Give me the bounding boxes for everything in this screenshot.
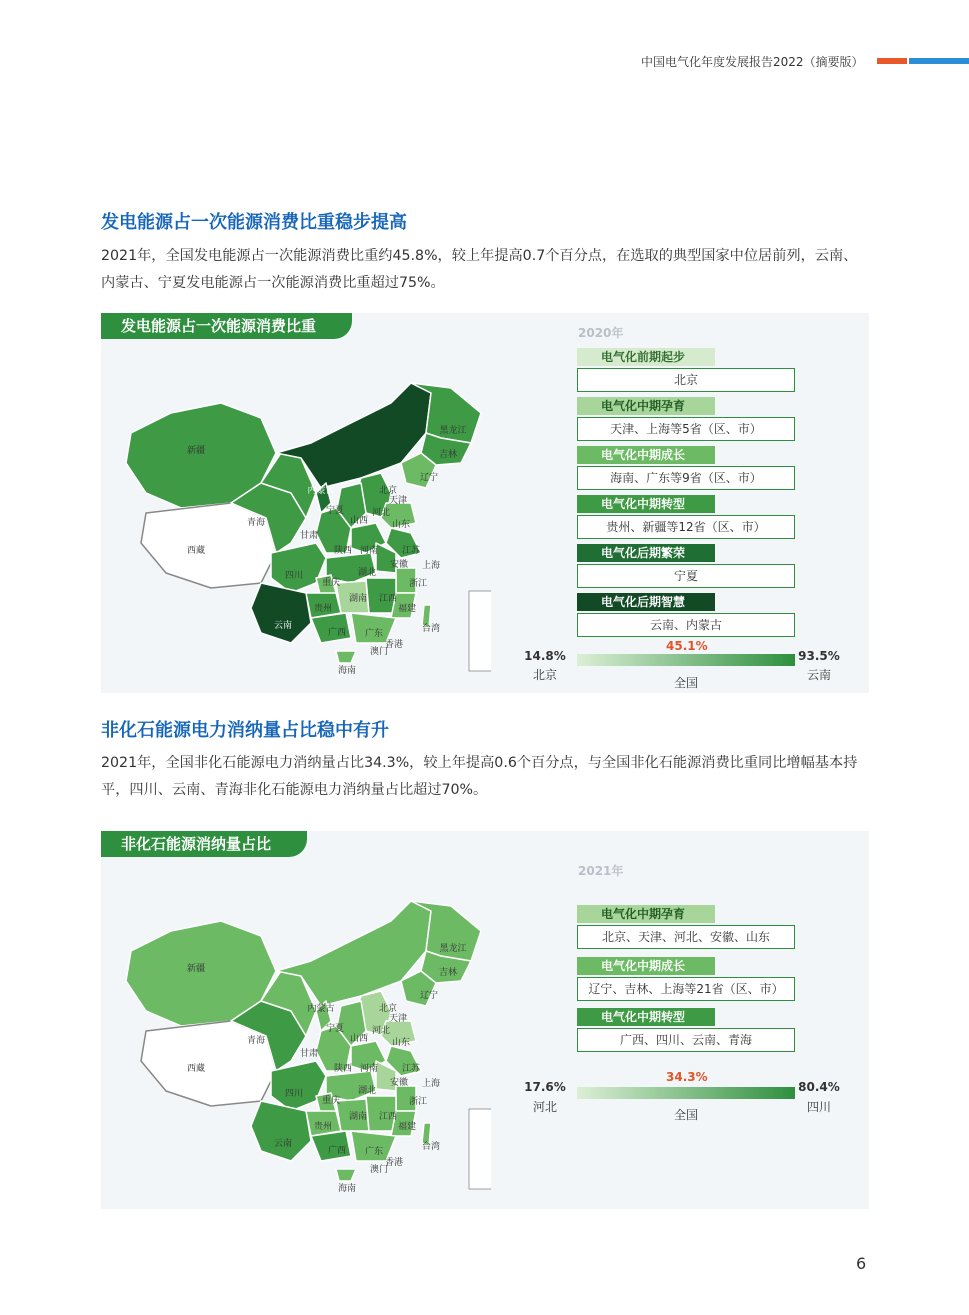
scale-max-label: 四川 (806, 1100, 831, 1114)
stage-label: 电气化中期转型 (577, 1008, 715, 1026)
panel-power-share (101, 313, 869, 693)
stage-value: 北京、天津、河北、安徽、山东 (577, 925, 795, 949)
label-jiangxi: 江西 (378, 1112, 398, 1122)
stage-value: 贵州、新疆等12省（区、市） (577, 515, 795, 539)
stage-value: 广西、四川、云南、青海 (577, 1028, 795, 1052)
scale-min-value: 14.8% (524, 649, 566, 663)
stage-label: 电气化中期孕育 (577, 905, 715, 923)
label-henan: 河南 (359, 546, 379, 556)
label-guizhou: 贵州 (313, 1122, 333, 1132)
label-tianjin: 天津 (388, 496, 408, 506)
china-map-power-share (111, 343, 491, 683)
province-yunnan (251, 1101, 311, 1161)
scale-national-label: 全国 (673, 676, 698, 690)
scale-national-label: 全国 (673, 1108, 698, 1122)
label-hainan: 海南 (337, 1184, 357, 1194)
stage-3 (577, 446, 795, 490)
national-value: 34.3% (666, 1070, 708, 1084)
label-chongqing: 重庆 (321, 578, 341, 588)
panel-year: 2020年 (578, 326, 624, 340)
label-neimenggu: 内蒙古 (307, 1004, 335, 1014)
label-xizang: 西藏 (186, 546, 206, 556)
label-guangxi: 广西 (327, 628, 347, 638)
stage-2 (577, 397, 795, 441)
page-number: 6 (856, 1254, 867, 1273)
stage-value: 海南、广东等9省（区、市） (577, 466, 795, 490)
stage-3 (577, 1008, 795, 1052)
stage-2 (577, 957, 795, 1001)
scale-max-value: 93.5% (798, 649, 840, 663)
label-jiangxi: 江西 (378, 594, 398, 604)
label-hebei: 河北 (371, 508, 391, 518)
section1-paragraph: 2021年，全国发电能源占一次能源消费比重约45.8%，较上年提高0.7个百分点，在选取的典型国家中位居前列，云南、内蒙古、宁夏发电能源占一次能源消费比重超过75%。 (101, 248, 858, 291)
stage-label: 电气化前期起步 (577, 348, 715, 366)
report-title: 中国电气化年度发展报告2022（摘要版） (641, 55, 864, 69)
stage-1 (577, 905, 795, 949)
stage-label: 电气化后期繁荣 (577, 544, 715, 562)
label-beijing: 北京 (378, 1004, 398, 1014)
label-liaoning: 辽宁 (419, 473, 439, 483)
panel-year: 2021年 (578, 864, 624, 878)
label-neimenggu: 内蒙古 (307, 486, 335, 496)
label-aomen: 澳门 (369, 647, 389, 657)
label-shaanxi: 陕西 (333, 546, 353, 556)
scale-max-value: 80.4% (798, 1080, 840, 1094)
label-ningxia: 宁夏 (325, 506, 345, 516)
label-zhejiang: 浙江 (408, 579, 428, 589)
label-fujian: 福建 (397, 604, 417, 614)
label-jilin: 吉林 (438, 968, 458, 978)
stage-value: 云南、内蒙古 (577, 613, 795, 637)
label-qinghai: 青海 (246, 518, 266, 528)
stage-value: 北京 (577, 368, 795, 392)
south-sea-inset (469, 591, 491, 671)
national-value: 45.1% (666, 639, 708, 653)
province-xizang (141, 1021, 276, 1106)
label-henan: 河南 (359, 1064, 379, 1074)
stage-label: 电气化中期孕育 (577, 397, 715, 415)
label-ningxia: 宁夏 (325, 1024, 345, 1034)
stage-4 (577, 495, 795, 539)
label-shandong: 山东 (391, 520, 411, 530)
label-shaanxi: 陕西 (333, 1064, 353, 1074)
label-heilongjiang: 黑龙江 (439, 944, 467, 954)
south-sea-inset (469, 1109, 491, 1189)
label-zhejiang: 浙江 (408, 1097, 428, 1107)
stage-value: 天津、上海等5省（区、市） (577, 417, 795, 441)
label-hubei: 湖北 (357, 1086, 377, 1096)
label-jiangsu: 江苏 (401, 1064, 421, 1074)
label-gansu: 甘肃 (299, 531, 319, 541)
section1-heading: 发电能源占一次能源消费比重稳步提高 (101, 212, 407, 233)
stage-label: 电气化中期转型 (577, 495, 715, 513)
label-taiwan: 台湾 (421, 624, 441, 634)
province-xizang (141, 503, 276, 588)
stage-value: 宁夏 (577, 564, 795, 588)
label-fujian: 福建 (397, 1122, 417, 1132)
label-hainan: 海南 (337, 666, 357, 676)
label-xinjiang: 新疆 (186, 446, 206, 456)
header-accent-blue (909, 58, 969, 64)
label-anhui: 安徽 (389, 1078, 409, 1088)
section2-heading: 非化石能源电力消纳量占比稳中有升 (101, 720, 389, 741)
scale-min-value: 17.6% (524, 1080, 566, 1094)
label-shanxi: 山西 (349, 516, 369, 526)
label-jiangsu: 江苏 (401, 546, 421, 556)
label-xianggang: 香港 (384, 640, 404, 650)
stage-6 (577, 593, 795, 637)
label-hubei: 湖北 (357, 568, 377, 578)
label-hunan: 湖南 (348, 594, 368, 604)
stage-5 (577, 544, 795, 588)
china-map-nonfossil-share (111, 861, 491, 1201)
panel-nonfossil-share (101, 831, 869, 1209)
label-shanghai: 上海 (421, 1079, 441, 1089)
stage-value: 辽宁、吉林、上海等21省（区、市） (577, 977, 795, 1001)
label-shandong: 山东 (391, 1038, 411, 1048)
label-guangdong: 广东 (364, 1147, 384, 1157)
panel-tab: 非化石能源消纳量占比 (101, 831, 307, 857)
label-heilongjiang: 黑龙江 (439, 426, 467, 436)
stage-label: 电气化中期成长 (577, 446, 715, 464)
province-yunnan (251, 583, 311, 643)
label-guangxi: 广西 (327, 1146, 347, 1156)
label-tianjin: 天津 (388, 1014, 408, 1024)
stage-label: 电气化中期成长 (577, 957, 715, 975)
label-guizhou: 贵州 (313, 604, 333, 614)
province-hainan (336, 651, 356, 663)
label-hunan: 湖南 (348, 1112, 368, 1122)
province-hainan (336, 1169, 356, 1181)
label-anhui: 安徽 (389, 560, 409, 570)
scale-min-label: 河北 (532, 1100, 557, 1114)
label-qinghai: 青海 (246, 1036, 266, 1046)
label-guangdong: 广东 (364, 629, 384, 639)
label-aomen: 澳门 (369, 1165, 389, 1175)
label-xianggang: 香港 (384, 1158, 404, 1168)
label-liaoning: 辽宁 (419, 991, 439, 1001)
label-xinjiang: 新疆 (186, 964, 206, 974)
label-shanxi: 山西 (349, 1034, 369, 1044)
scale-min-label: 北京 (532, 668, 557, 682)
stage-1 (577, 348, 795, 392)
section2-paragraph: 2021年，全国非化石能源电力消纳量占比34.3%，较上年提高0.6个百分点，与全国非化石能源消费比重同比增幅基本持平，四川、云南、青海非化石能源电力消纳量占比超过70%。 (101, 755, 858, 798)
label-sichuan: 四川 (284, 571, 304, 581)
scale-gradient-bar (577, 1087, 795, 1099)
header-accent-orange (877, 58, 907, 64)
label-chongqing: 重庆 (321, 1096, 341, 1106)
label-sichuan: 四川 (284, 1089, 304, 1099)
label-gansu: 甘肃 (299, 1049, 319, 1059)
label-xizang: 西藏 (186, 1064, 206, 1074)
panel-tab: 发电能源占一次能源消费比重 (101, 313, 352, 339)
scale-gradient-bar (577, 654, 795, 666)
scale-max-label: 云南 (806, 668, 831, 682)
stage-label: 电气化后期智慧 (577, 593, 715, 611)
label-jilin: 吉林 (438, 450, 458, 460)
label-taiwan: 台湾 (421, 1142, 441, 1152)
label-yunnan: 云南 (273, 1139, 293, 1149)
label-hebei: 河北 (371, 1026, 391, 1036)
label-beijing: 北京 (378, 486, 398, 496)
label-shanghai: 上海 (421, 561, 441, 571)
label-yunnan: 云南 (273, 621, 293, 631)
